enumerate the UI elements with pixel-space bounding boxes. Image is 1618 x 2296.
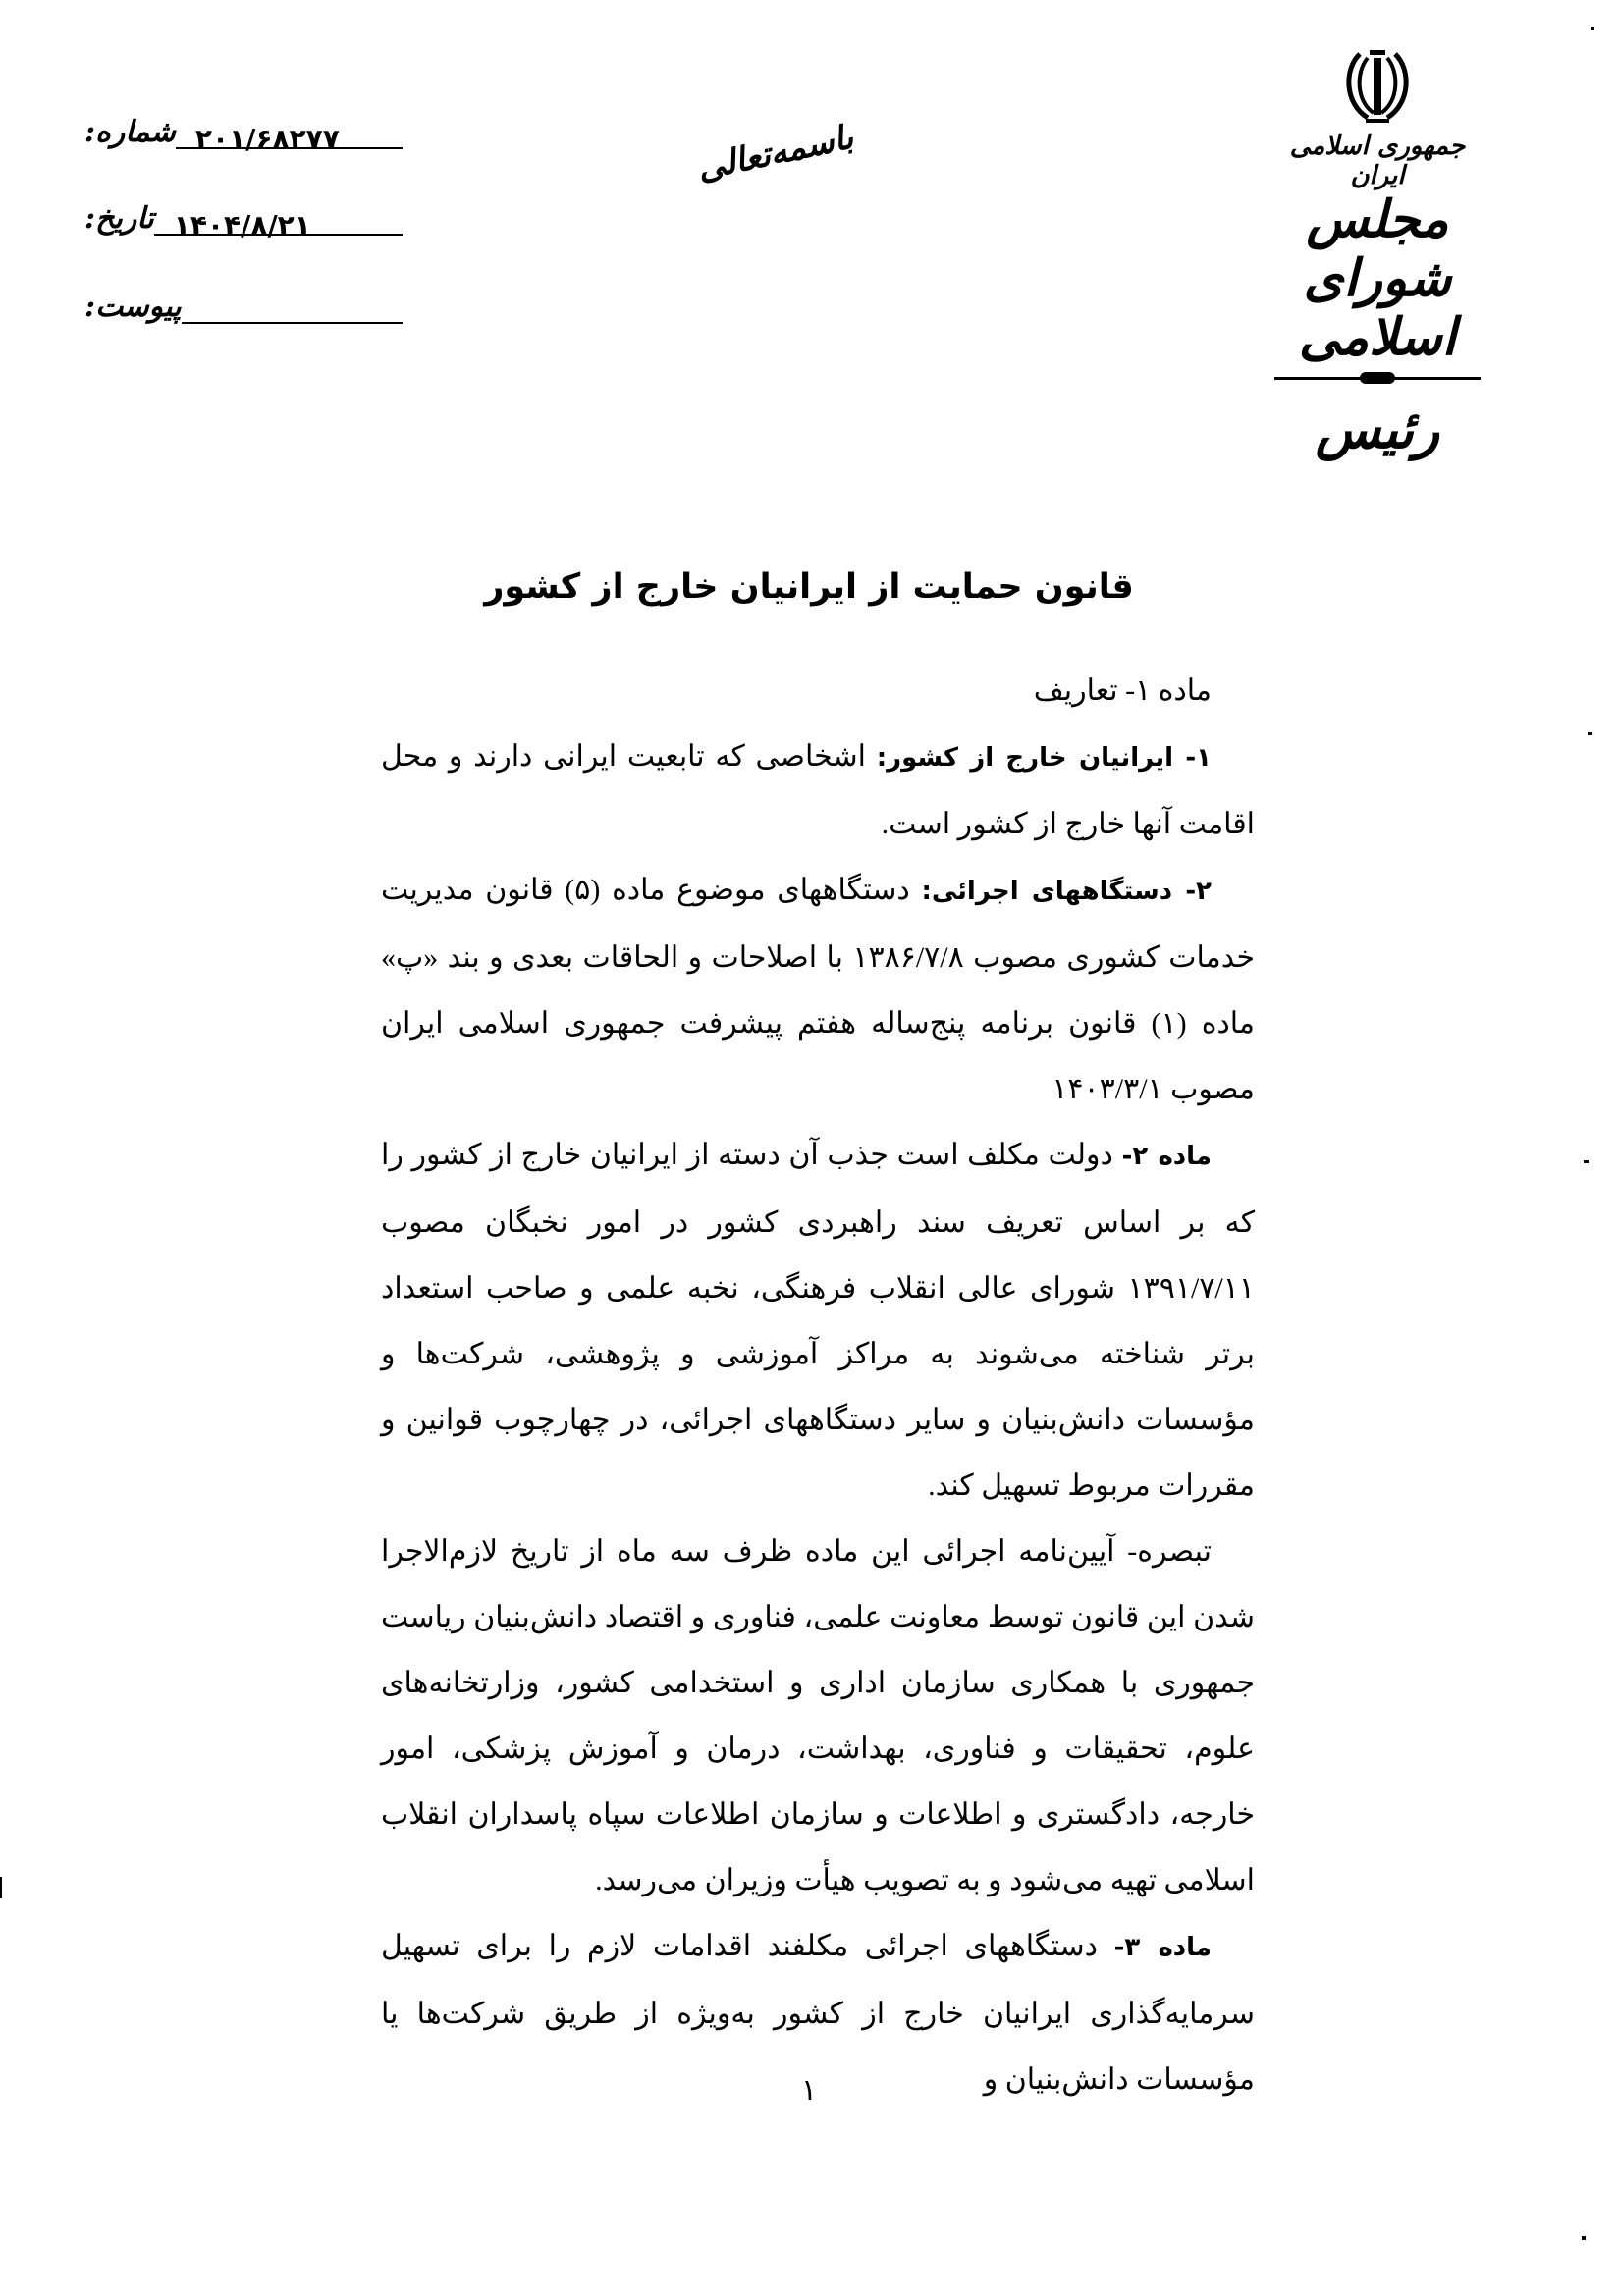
reference-attachment-field bbox=[79, 285, 403, 324]
page-number: ۱ bbox=[800, 2074, 818, 2107]
scan-speck bbox=[1588, 732, 1592, 735]
document-body bbox=[381, 658, 1255, 2112]
definition-1 bbox=[381, 723, 1255, 857]
scan-speck bbox=[1584, 1160, 1589, 1163]
article-3-label: ماده ۳- bbox=[1113, 1933, 1212, 1962]
definition-2-term: ۲- دستگاههای اجرائی: bbox=[921, 877, 1212, 906]
reference-number-line bbox=[176, 118, 403, 155]
reference-date-field bbox=[79, 196, 403, 241]
article-2-text: دولت مکلف است جذب آن دسته از ایرانیان خارج از کشور را که بر اساس تعریف سند راهبردی کشور در امور نخبگان مصوب ۱۳۹۱/۷/۱۱ شورای عالی انقلاب فرهنگی، نخبه علمی و صاحب استعداد برتر شناخته می‌شوند به مراکز آموزشی و پژوهشی، شرکت‌ها و مؤسسات دانش‌بنیان و سایر دستگاههای اجرائی، در چهارچوب قوانین و مقررات مربوط تسهیل کند. bbox=[381, 1139, 1255, 1502]
institution-name: مجلس شورای اسلامی bbox=[1298, 189, 1457, 367]
letterhead bbox=[1265, 44, 1490, 460]
definition-1-text: اشخاصی که تابعیت ایرانی دارند و محل اقامت آنها خارج از کشور است. bbox=[381, 740, 1255, 840]
reference-date-label: تاریخ: bbox=[84, 201, 154, 236]
article-1-heading: ماده ۱- تعاریف bbox=[1033, 674, 1212, 707]
reference-attachment-label: پیوست: bbox=[84, 290, 182, 324]
republic-name: جمهوری اسلامی ایران bbox=[1289, 132, 1466, 190]
reference-date-value: ۱۴۰۴/۸/۲۱ bbox=[173, 209, 311, 241]
article-2-note: تبصره- آیین‌نامه اجرائی این ماده ظرف سه ماه از تاریخ لازم‌الاجرا شدن این قانون توسط معاونت علمی، فناوری و اقتصاد دانش‌بنیان ریاست جمهوری با همکاری سازمان اداری و استخدامی کشور، وزارتخانه‌های علوم، تحقیقات و فناوری، بهداشت، درمان و آموزش پزشکی، امور خارجه، دادگستری و اطلاعات و سازمان اطلاعات سپاه پاسداران انقلاب اسلامی تهیه می‌شود و به تصویب هیأت وزیران می‌رسد. bbox=[381, 1535, 1255, 1896]
basmala: باسمه‌تعالی bbox=[693, 117, 857, 189]
reference-date-line bbox=[154, 204, 403, 241]
scan-edge-mark bbox=[0, 1877, 2, 1898]
definition-1-term: ۱- ایرانیان خارج از کشور: bbox=[876, 743, 1212, 773]
article-2-label: ماده ۲- bbox=[1121, 1142, 1212, 1171]
definition-2 bbox=[381, 857, 1255, 1122]
reference-number-field bbox=[79, 110, 403, 155]
definition-2-text: دستگاههای موضوع ماده (۵) قانون مدیریت خدمات کشوری مصوب ۱۳۸۶/۷/۸ با اصلاحات و الحاقات بعدی و بند «پ» ماده (۱) قانون برنامه پنج‌ساله هفتم پیشرفت جمهوری اسلامی ایران مصوب ۱۴۰۳/۳/۱ bbox=[381, 874, 1255, 1105]
scan-speck bbox=[1582, 2236, 1586, 2240]
ornamental-divider bbox=[1274, 377, 1481, 380]
article-2 bbox=[381, 1122, 1255, 1519]
reference-number-label: شماره: bbox=[84, 115, 176, 149]
reference-attachment-line bbox=[182, 293, 403, 324]
article-3-text: دستگاههای اجرائی مکلفند اقدامات لازم را برای تسهیل سرمایه‌گذاری ایرانیان خارج از کشور به‌ویژه از طریق شرکت‌ها یا مؤسسات دانش‌بنیان و bbox=[381, 1930, 1255, 2096]
reference-number-value: ۲۰۱/۶۸۲۷۷ bbox=[194, 123, 340, 155]
iran-emblem-icon bbox=[1338, 44, 1417, 128]
scan-speck bbox=[1591, 27, 1594, 30]
document-title: قانون حمایت از ایرانیان خارج از کشور bbox=[484, 567, 1134, 607]
signatory-role: رئیس bbox=[1315, 398, 1440, 460]
